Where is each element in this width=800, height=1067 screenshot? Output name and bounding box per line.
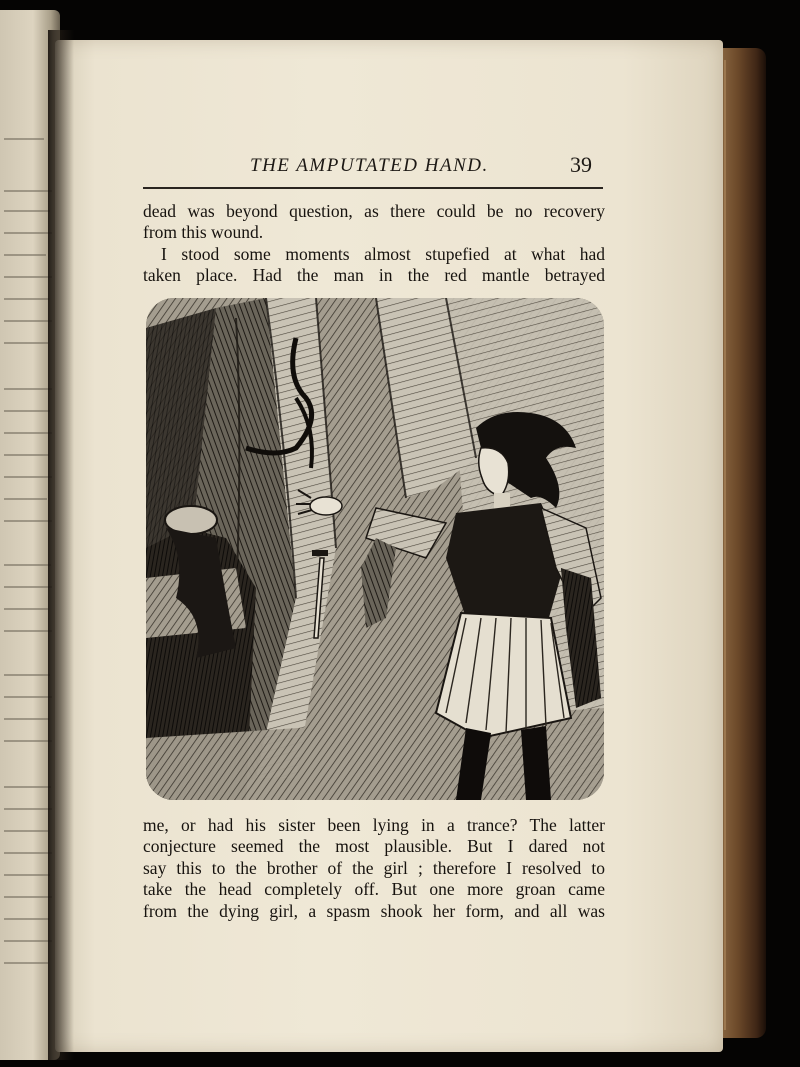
text-line: say this to the brother of the girl ; therefore I resolved to: [143, 857, 605, 878]
spine-shadow: [48, 30, 74, 1060]
header-rule: [143, 187, 603, 189]
text-line: I stood some moments almost stupefied at what had: [161, 243, 605, 264]
page-number: 39: [570, 152, 592, 177]
text-line: from this wound.: [143, 222, 264, 243]
text-block-top: [143, 201, 605, 287]
text-line: taken place. Had the man in the red mantle betrayed: [143, 265, 605, 286]
engraving-illustration: [146, 298, 604, 800]
page-block-edge: [724, 60, 726, 1030]
text-block-bottom: [143, 815, 605, 922]
text-line: from the dying girl, a spasm shook her form, and all was: [143, 900, 605, 921]
text-line: conjecture seemed the most plausible. But I dared not: [143, 836, 605, 857]
text-line: take the head completely off. But one more groan came: [143, 879, 605, 900]
text-line: me, or had his sister been lying in a trance? The latter: [143, 815, 605, 835]
running-head: THE AMPUTATED HAND.: [250, 155, 489, 176]
text-line: dead was beyond question, as there could be no recovery: [143, 201, 605, 221]
